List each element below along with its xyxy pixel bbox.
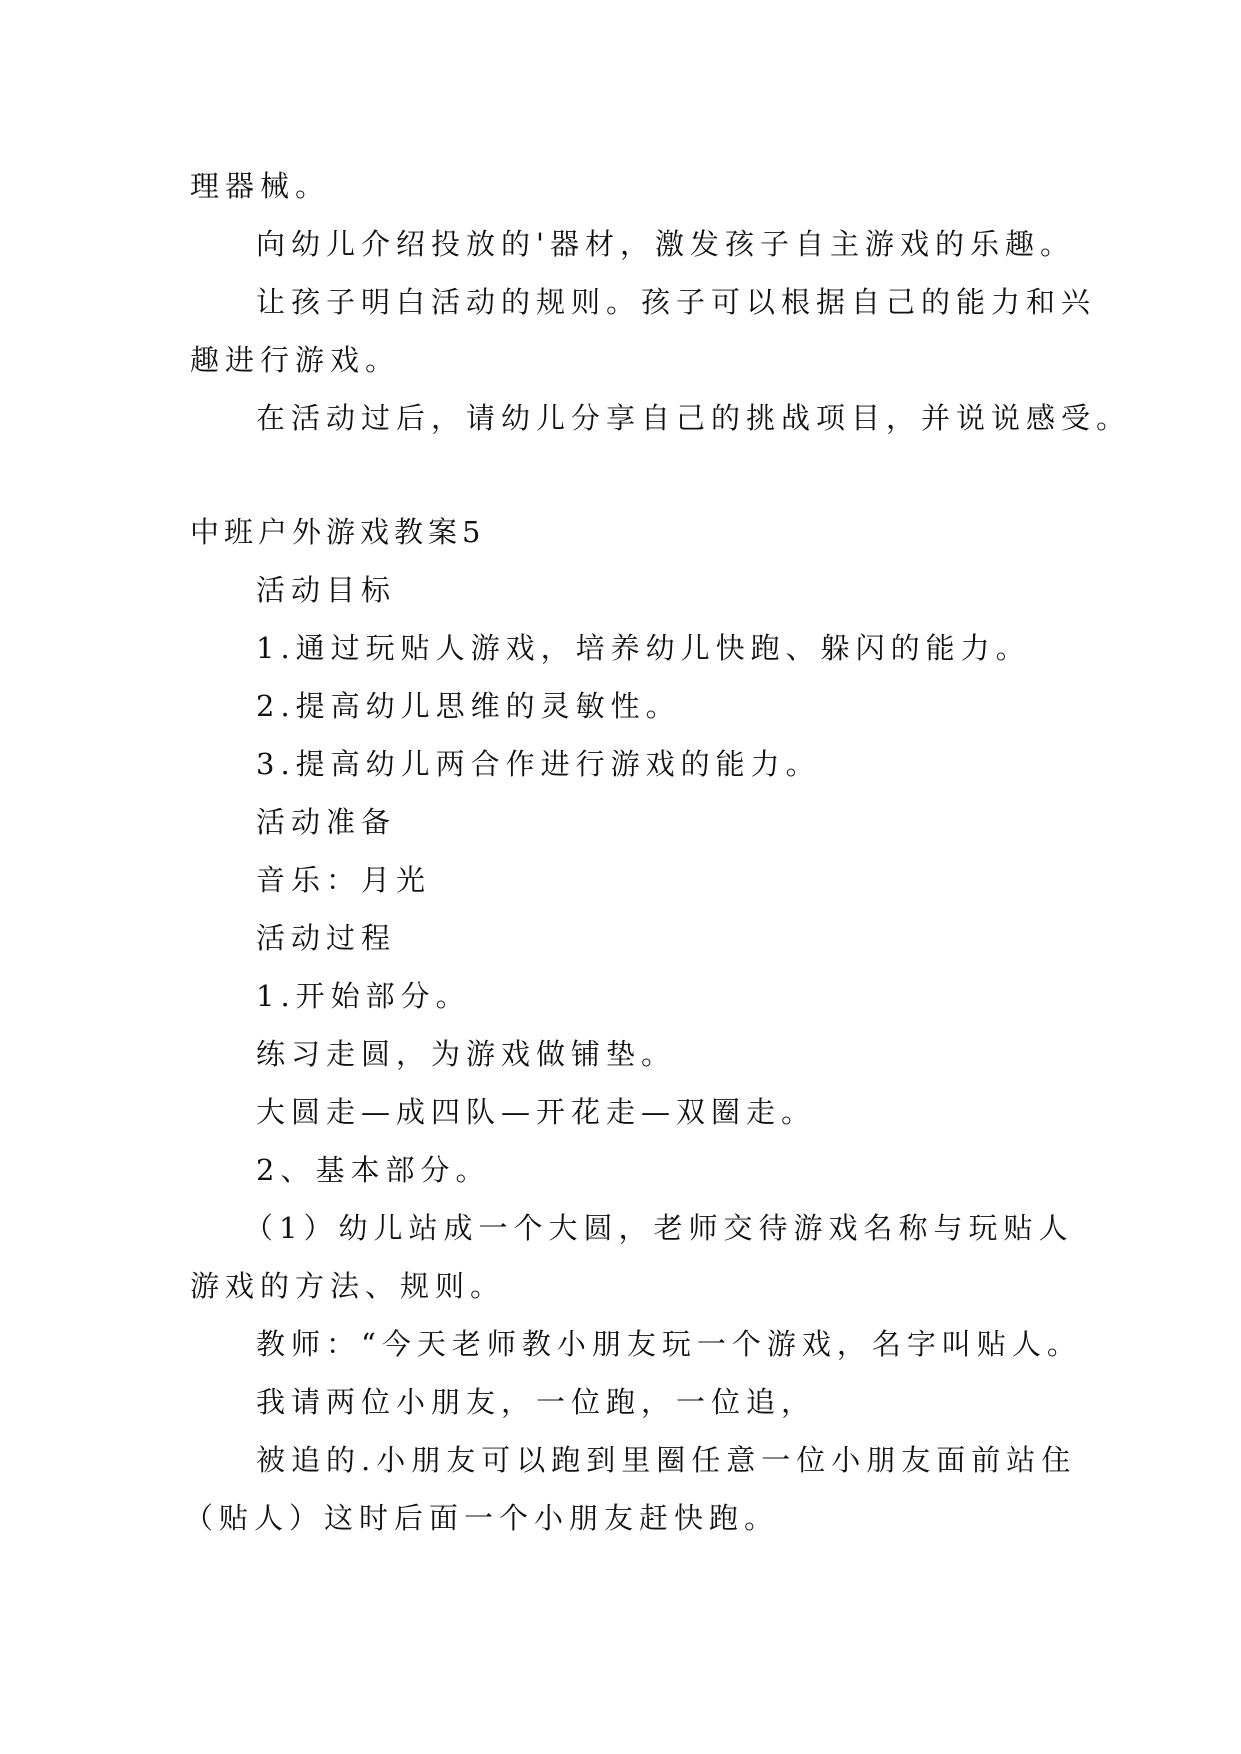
subheading-goals: 活动目标 (256, 573, 397, 607)
list-item: 2.提高幼儿思维的灵敏性。 (256, 689, 681, 723)
paragraph-continuation: 趣进行游戏。 (190, 343, 401, 377)
paragraph: （1）幼儿站成一个大圆，老师交待游戏名称与玩贴人 (244, 1211, 1074, 1245)
list-item: 2、基本部分。 (256, 1153, 491, 1187)
paragraph: 大圆走—成四队—开花走—双圈走。 (256, 1095, 817, 1129)
paragraph: 教师：“今天老师教小朋友玩一个游戏，名字叫贴人。 (256, 1327, 1082, 1361)
subheading-preparation: 活动准备 (256, 805, 397, 839)
paragraph: 让孩子明白活动的规则。孩子可以根据自己的能力和兴 (256, 285, 1097, 319)
list-item: 3.提高幼儿两合作进行游戏的能力。 (256, 747, 821, 781)
paragraph-continuation: 游戏的方法、规则。 (190, 1269, 506, 1303)
list-item: 1.开始部分。 (256, 979, 471, 1013)
paragraph: 音乐：月光 (256, 863, 432, 897)
paragraph: 在活动过后，请幼儿分享自己的挑战项目，并说说感受。 (256, 401, 1132, 435)
paragraph: 我请两位小朋友，一位跑，一位追， (256, 1385, 817, 1419)
section-title: 中班户外游戏教案5 (190, 515, 486, 549)
paragraph: 向幼儿介绍投放的'器材，激发孩子自主游戏的乐趣。 (256, 227, 1075, 261)
paragraph: 被追的.小朋友可以跑到里圈任意一位小朋友面前站住 (256, 1443, 1077, 1477)
paragraph-continuation: 理器械。 (190, 169, 331, 203)
paragraph: 练习走圆，为游戏做铺垫。 (256, 1037, 677, 1071)
paragraph-continuation: （贴人）这时后面一个小朋友赶快跑。 (184, 1501, 780, 1535)
list-item: 1.通过玩贴人游戏，培养幼儿快跑、躲闪的能力。 (256, 631, 1031, 665)
subheading-process: 活动过程 (256, 921, 397, 955)
